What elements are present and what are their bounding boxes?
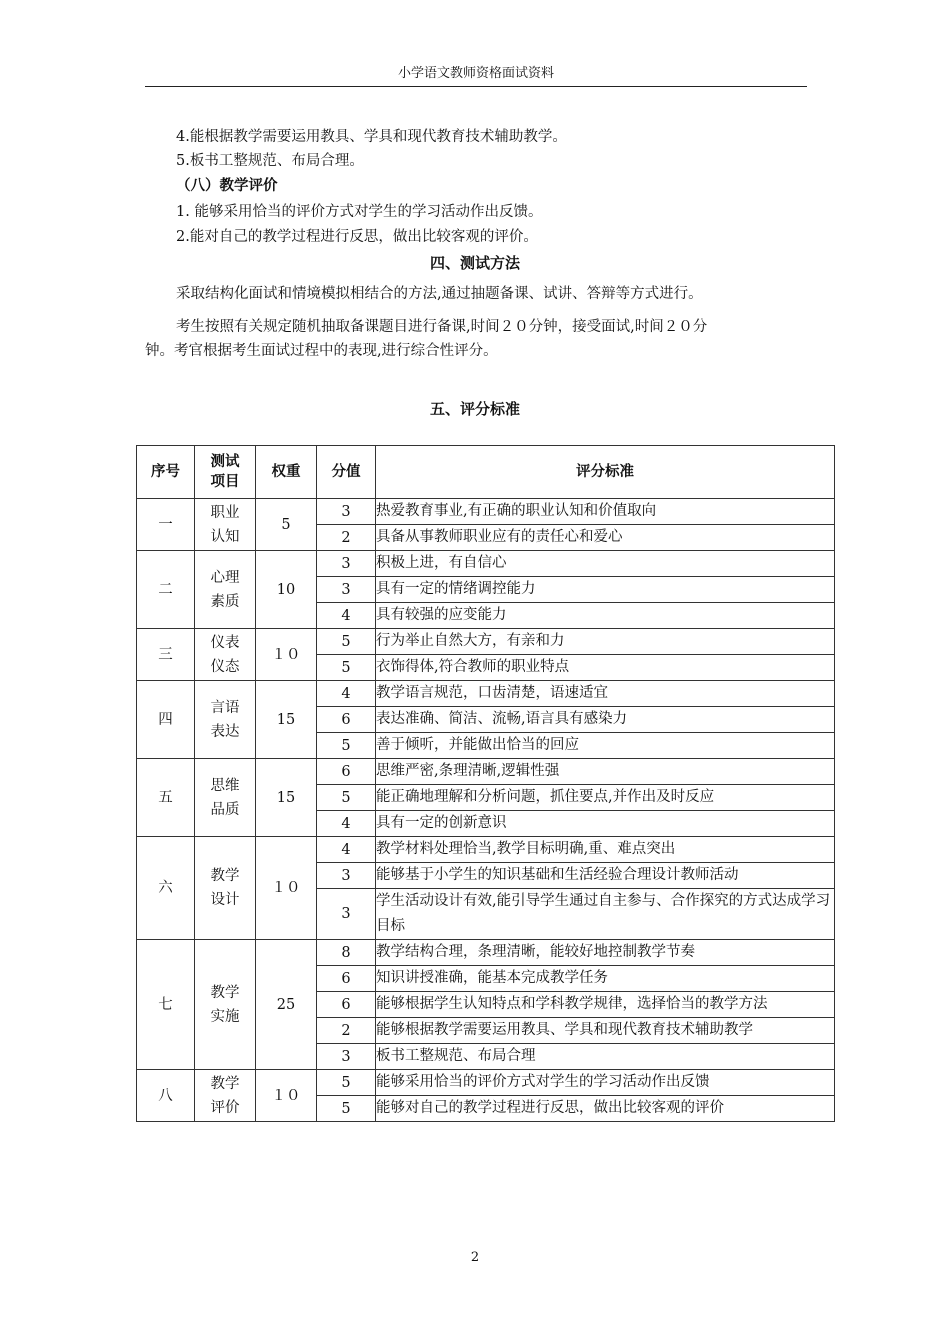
row-standard: 衣饰得体,符合教师的职业特点	[376, 655, 835, 681]
group-num: 五	[137, 759, 195, 837]
row-standard: 思维严密,条理清晰,逻辑性强	[376, 759, 835, 785]
header-item: 测试 项目	[195, 446, 256, 499]
table-header-row	[137, 446, 835, 499]
row-score: 6	[317, 966, 376, 992]
table-row	[137, 759, 835, 785]
row-score: 3	[317, 889, 376, 940]
group-item: 仪表 仪态	[195, 629, 256, 681]
group-item: 职业 认知	[195, 499, 256, 551]
group-num: 八	[137, 1070, 195, 1122]
row-score: 4	[317, 811, 376, 837]
row-score: 4	[317, 837, 376, 863]
page-number: 2	[470, 1250, 480, 1265]
paragraph-method: 采取结构化面试和情境模拟相结合的方法,通过抽题备课、试讲、答辩等方式进行。	[176, 286, 703, 302]
group-weight: １０	[256, 629, 317, 681]
row-standard: 知识讲授准确，能基本完成教学任务	[376, 966, 835, 992]
row-score: 4	[317, 681, 376, 707]
row-standard: 能够采用恰当的评价方式对学生的学习活动作出反馈	[376, 1070, 835, 1096]
table-row	[137, 1070, 835, 1096]
group-num: 二	[137, 551, 195, 629]
group-num: 七	[137, 940, 195, 1070]
group-weight: 15	[256, 759, 317, 837]
row-standard: 教学材料处理恰当,教学目标明确,重、难点突出	[376, 837, 835, 863]
group-weight: 15	[256, 681, 317, 759]
row-score: 3	[317, 863, 376, 889]
header-weight: 权重	[256, 446, 317, 499]
row-standard: 板书工整规范、布局合理	[376, 1044, 835, 1070]
row-standard: 能够基于小学生的知识基础和生活经验合理设计教师活动	[376, 863, 835, 889]
row-score: 5	[317, 629, 376, 655]
row-standard: 具有较强的应变能力	[376, 603, 835, 629]
row-score: 5	[317, 1096, 376, 1122]
row-score: 5	[317, 785, 376, 811]
row-score: 3	[317, 577, 376, 603]
paragraph-4: 4.能根据教学需要运用教具、学具和现代教育技术辅助教学。	[176, 129, 567, 145]
paragraph-procedure-line2: 钟。考官根据考生面试过程中的表现,进行综合性评分。	[145, 343, 498, 359]
row-score: 6	[317, 759, 376, 785]
group-weight: 25	[256, 940, 317, 1070]
header-score: 分值	[317, 446, 376, 499]
paragraph-eval-1: 1. 能够采用恰当的评价方式对学生的学习活动作出反馈。	[176, 204, 543, 220]
paragraph-procedure-line1: 考生按照有关规定随机抽取备课题目进行备课,时间２０分钟，接受面试,时间２０分	[176, 319, 708, 335]
table-row	[137, 629, 835, 655]
group-num: 四	[137, 681, 195, 759]
section-title-scoring: 五、评分标准	[429, 400, 520, 418]
table-row	[137, 940, 835, 966]
row-standard: 行为举止自然大方，有亲和力	[376, 629, 835, 655]
group-item: 教学 实施	[195, 940, 256, 1070]
group-weight: １０	[256, 837, 317, 940]
section-title-test-method: 四、测试方法	[429, 254, 520, 272]
row-standard: 教学结构合理，条理清晰，能较好地控制教学节奏	[376, 940, 835, 966]
group-num: 一	[137, 499, 195, 551]
group-item: 思维 品质	[195, 759, 256, 837]
row-standard: 善于倾听，并能做出恰当的回应	[376, 733, 835, 759]
row-standard: 能够对自己的教学过程进行反思，做出比较客观的评价	[376, 1096, 835, 1122]
row-standard: 能正确地理解和分析问题，抓住要点,并作出及时反应	[376, 785, 835, 811]
scoring-table	[136, 445, 835, 1122]
row-standard: 具备从事教师职业应有的责任心和爱心	[376, 525, 835, 551]
row-score: 2	[317, 525, 376, 551]
header-standard: 评分标准	[376, 446, 835, 499]
row-score: 5	[317, 733, 376, 759]
group-num: 三	[137, 629, 195, 681]
row-standard: 学生活动设计有效,能引导学生通过自主参与、合作探究的方式达成学习目标	[376, 889, 835, 940]
group-item: 心理 素质	[195, 551, 256, 629]
row-score: 3	[317, 551, 376, 577]
group-item: 教学 评价	[195, 1070, 256, 1122]
subsection-heading-evaluation: （八）教学评价	[176, 177, 278, 194]
group-item: 教学 设计	[195, 837, 256, 940]
row-standard: 具有一定的创新意识	[376, 811, 835, 837]
group-weight: 5	[256, 499, 317, 551]
row-score: 2	[317, 1018, 376, 1044]
row-standard: 表达准确、简洁、流畅,语言具有感染力	[376, 707, 835, 733]
group-item: 言语 表达	[195, 681, 256, 759]
row-score: 6	[317, 992, 376, 1018]
row-score: 5	[317, 1070, 376, 1096]
paragraph-eval-2: 2.能对自己的教学过程进行反思，做出比较客观的评价。	[176, 229, 538, 245]
row-standard: 具有一定的情绪调控能力	[376, 577, 835, 603]
row-score: 8	[317, 940, 376, 966]
table-row	[137, 837, 835, 863]
table-row	[137, 681, 835, 707]
group-weight: １０	[256, 1070, 317, 1122]
row-standard: 热爱教育事业,有正确的职业认知和价值取向	[376, 499, 835, 525]
header-num: 序号	[137, 446, 195, 499]
table-row	[137, 551, 835, 577]
row-standard: 能够根据学生认知特点和学科教学规律，选择恰当的教学方法	[376, 992, 835, 1018]
running-header: 小学语文教师资格面试资料	[145, 62, 807, 87]
paragraph-5: 5.板书工整规范、布局合理。	[176, 153, 364, 169]
row-score: 5	[317, 655, 376, 681]
group-num: 六	[137, 837, 195, 940]
table-row	[137, 499, 835, 525]
group-weight: 10	[256, 551, 317, 629]
row-score: 3	[317, 1044, 376, 1070]
row-standard: 教学语言规范，口齿清楚，语速适宜	[376, 681, 835, 707]
row-standard: 积极上进，有自信心	[376, 551, 835, 577]
row-standard: 能够根据教学需要运用教具、学具和现代教育技术辅助教学	[376, 1018, 835, 1044]
row-score: 4	[317, 603, 376, 629]
row-score: 6	[317, 707, 376, 733]
row-score: 3	[317, 499, 376, 525]
